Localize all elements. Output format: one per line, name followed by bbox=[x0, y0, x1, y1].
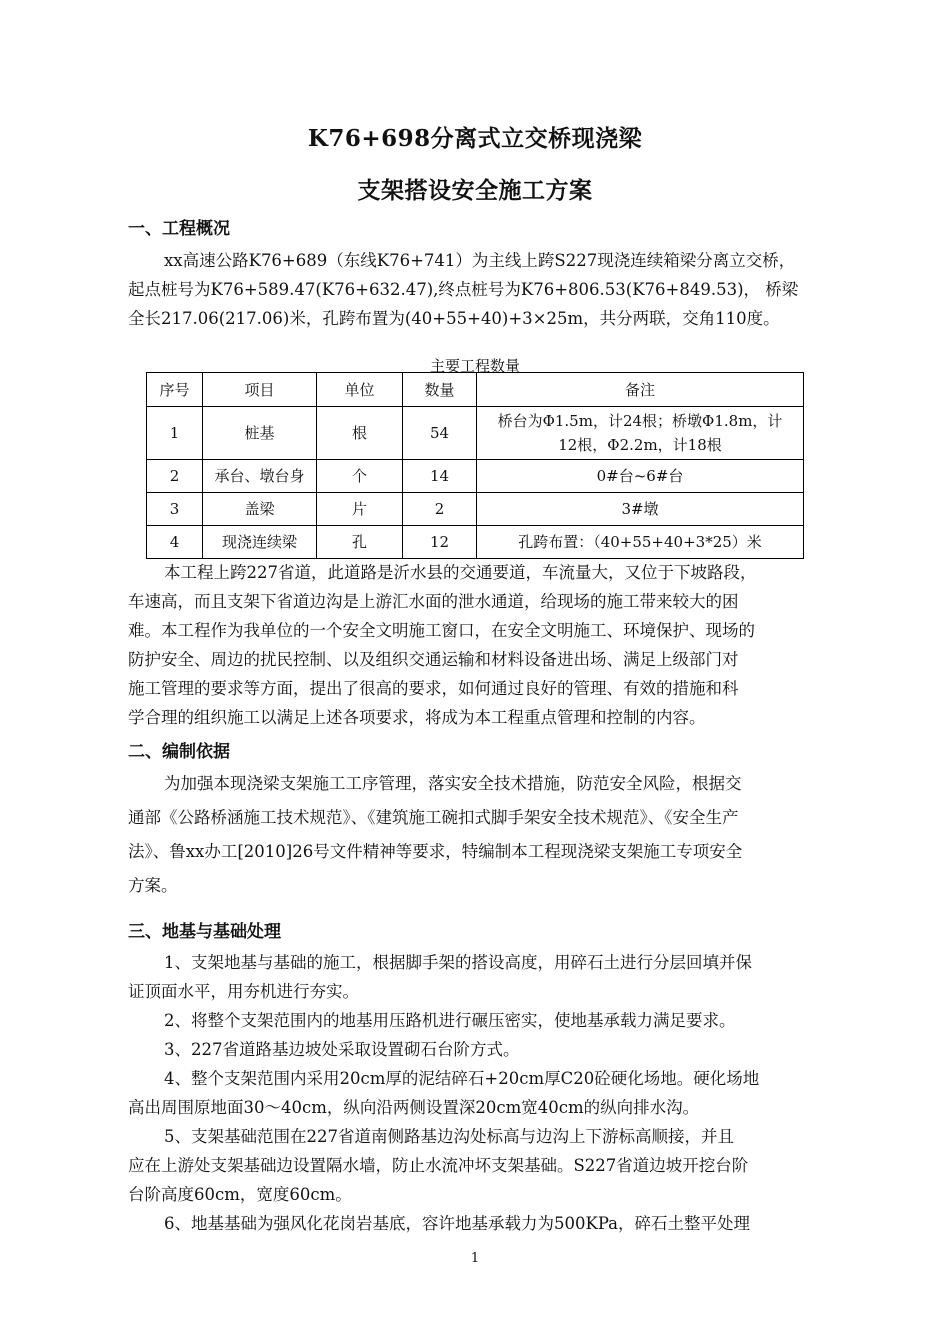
cell-note bbox=[477, 407, 804, 460]
text-line: 防护安全、周边的扰民控制、以及组织交通运输和材料设备进出场、满足上级部门对 bbox=[128, 650, 739, 669]
text-line: 施工管理的要求等方面，提出了很高的要求，如何通过良好的管理、有效的措施和科 bbox=[128, 679, 739, 698]
cell-item: 承台、墩台身 bbox=[203, 460, 317, 493]
text-line: 起点桩号为K76+589.47(K76+632.47),终点桩号为K76+806.53(K76+849.53)， 桥梁 bbox=[128, 280, 799, 299]
cell-note: 孔跨布置：（40+55+40+3*25）米 bbox=[477, 526, 804, 559]
document-title-line1: K76+698分离式立交桥现浇梁 bbox=[307, 125, 643, 152]
text-line: 学合理的组织施工以满足上述各项要求，将成为本工程重点管理和控制的内容。 bbox=[128, 708, 706, 727]
text-line: 高出周围原地面30～40cm，纵向沿两侧设置深20cm宽40cm的纵向排水沟。 bbox=[128, 1098, 700, 1117]
cell-unit: 孔 bbox=[317, 526, 403, 559]
text-line: 2、将整个支架范围内的地基用压路机进行碾压密实，使地基承载力满足要求。 bbox=[164, 1011, 736, 1030]
text-line: 1、支架地基与基础的施工，根据脚手架的搭设高度，用碎石土进行分层回填并保 bbox=[164, 953, 752, 972]
note-line: 桥台为Φ1.5m，计24根；桥墩Φ1.8m，计 bbox=[497, 412, 783, 430]
list-item bbox=[128, 1006, 828, 1035]
header-cell: 备注 bbox=[477, 373, 804, 407]
text-line: 通部《公路桥涵施工技术规范》、《建筑施工碗扣式脚手架安全技术规范》、《安全生产 bbox=[128, 808, 739, 827]
list-item bbox=[128, 1064, 828, 1122]
section-2-paragraph bbox=[128, 767, 828, 903]
text-line: 车速高，而且支架下省道边沟是上游汇水面的泄水通道，给现场的施工带来较大的困 bbox=[128, 592, 739, 611]
text-line: 台阶高度60cm，宽度60cm。 bbox=[128, 1185, 352, 1204]
cell-qty: 14 bbox=[403, 460, 477, 493]
header-cell: 单位 bbox=[317, 373, 403, 407]
cell-no: 4 bbox=[147, 526, 203, 559]
cell-unit: 个 bbox=[317, 460, 403, 493]
section-3-items bbox=[128, 948, 828, 1238]
text-line: 6、地基基础为强风化花岗岩基底，容许地基承载力为500KPa，碎石土整平处理 bbox=[164, 1214, 751, 1233]
section-1-heading: 一、工程概况 bbox=[128, 219, 230, 239]
table-header-row bbox=[147, 373, 804, 407]
section-1-paragraph-1 bbox=[128, 246, 828, 333]
section-3-heading: 三、地基与基础处理 bbox=[128, 922, 281, 942]
text-line: 方案。 bbox=[128, 876, 178, 895]
text-line: 应在上游处支架基础边设置隔水墙，防止水流冲坏支架基础。S227省道边坡开挖台阶 bbox=[128, 1156, 749, 1175]
text-line: 法》、鲁xx办工[2010]26号文件精神等要求，特编制本工程现浇梁支架施工专项安全 bbox=[128, 842, 743, 861]
section-2-heading: 二、编制依据 bbox=[128, 742, 230, 762]
header-cell: 数量 bbox=[403, 373, 477, 407]
cell-qty: 2 bbox=[403, 493, 477, 526]
cell-note: 3#墩 bbox=[477, 493, 804, 526]
text-line: 全长217.06(217.06)米，孔跨布置为(40+55+40)+3×25m，共分两联，交角110度。 bbox=[128, 309, 780, 328]
text-line: 本工程上跨227省道，此道路是沂水县的交通要道，车流量大，又位于下坡路段， bbox=[164, 563, 757, 582]
text-line: 证顶面水平，用夯机进行夯实。 bbox=[128, 982, 359, 1001]
list-item bbox=[128, 948, 828, 1006]
text-line: 5、支架基础范围在227省道南侧路基边沟处标高与边沟上下游标高顺接，并且 bbox=[164, 1127, 734, 1146]
cell-item: 盖梁 bbox=[203, 493, 317, 526]
cell-no: 1 bbox=[147, 407, 203, 460]
quantities-table bbox=[146, 372, 804, 559]
text-line: 为加强本现浇梁支架施工工序管理，落实安全技术措施，防范安全风险，根据交 bbox=[164, 774, 742, 793]
text-line: xx高速公路K76+689（东线K76+741）为主线上跨S227现浇连续箱梁分离立交桥， bbox=[164, 251, 796, 270]
document-title-line2: 支架搭设安全施工方案 bbox=[357, 177, 593, 204]
table-caption: 主要工程数量 bbox=[429, 357, 520, 375]
table-row bbox=[147, 407, 804, 460]
cell-item: 桩基 bbox=[203, 407, 317, 460]
cell-no: 2 bbox=[147, 460, 203, 493]
text-line: 3、227省道路基边坡处采取设置砌石台阶方式。 bbox=[164, 1040, 520, 1059]
text-line: 难。本工程作为我单位的一个安全文明施工窗口，在安全文明施工、环境保护、现场的 bbox=[128, 621, 755, 640]
cell-item: 现浇连续梁 bbox=[203, 526, 317, 559]
cell-qty: 54 bbox=[403, 407, 477, 460]
note-line: 12根，Φ2.2m，计18根 bbox=[558, 436, 722, 454]
cell-unit: 片 bbox=[317, 493, 403, 526]
cell-qty: 12 bbox=[403, 526, 477, 559]
list-item bbox=[128, 1035, 828, 1064]
table-row bbox=[147, 526, 804, 559]
list-item bbox=[128, 1209, 828, 1238]
header-cell: 项目 bbox=[203, 373, 317, 407]
table-row bbox=[147, 493, 804, 526]
text-line: 4、整个支架范围内采用20cm厚的泥结碎石+20cm厚C20砼硬化场地。硬化场地 bbox=[164, 1069, 760, 1088]
header-cell: 序号 bbox=[147, 373, 203, 407]
cell-unit: 根 bbox=[317, 407, 403, 460]
page-number: 1 bbox=[470, 1251, 480, 1266]
cell-note: 0#台~6#台 bbox=[477, 460, 804, 493]
cell-no: 3 bbox=[147, 493, 203, 526]
table-row bbox=[147, 460, 804, 493]
list-item bbox=[128, 1122, 828, 1209]
section-1-paragraph-2 bbox=[128, 558, 828, 732]
